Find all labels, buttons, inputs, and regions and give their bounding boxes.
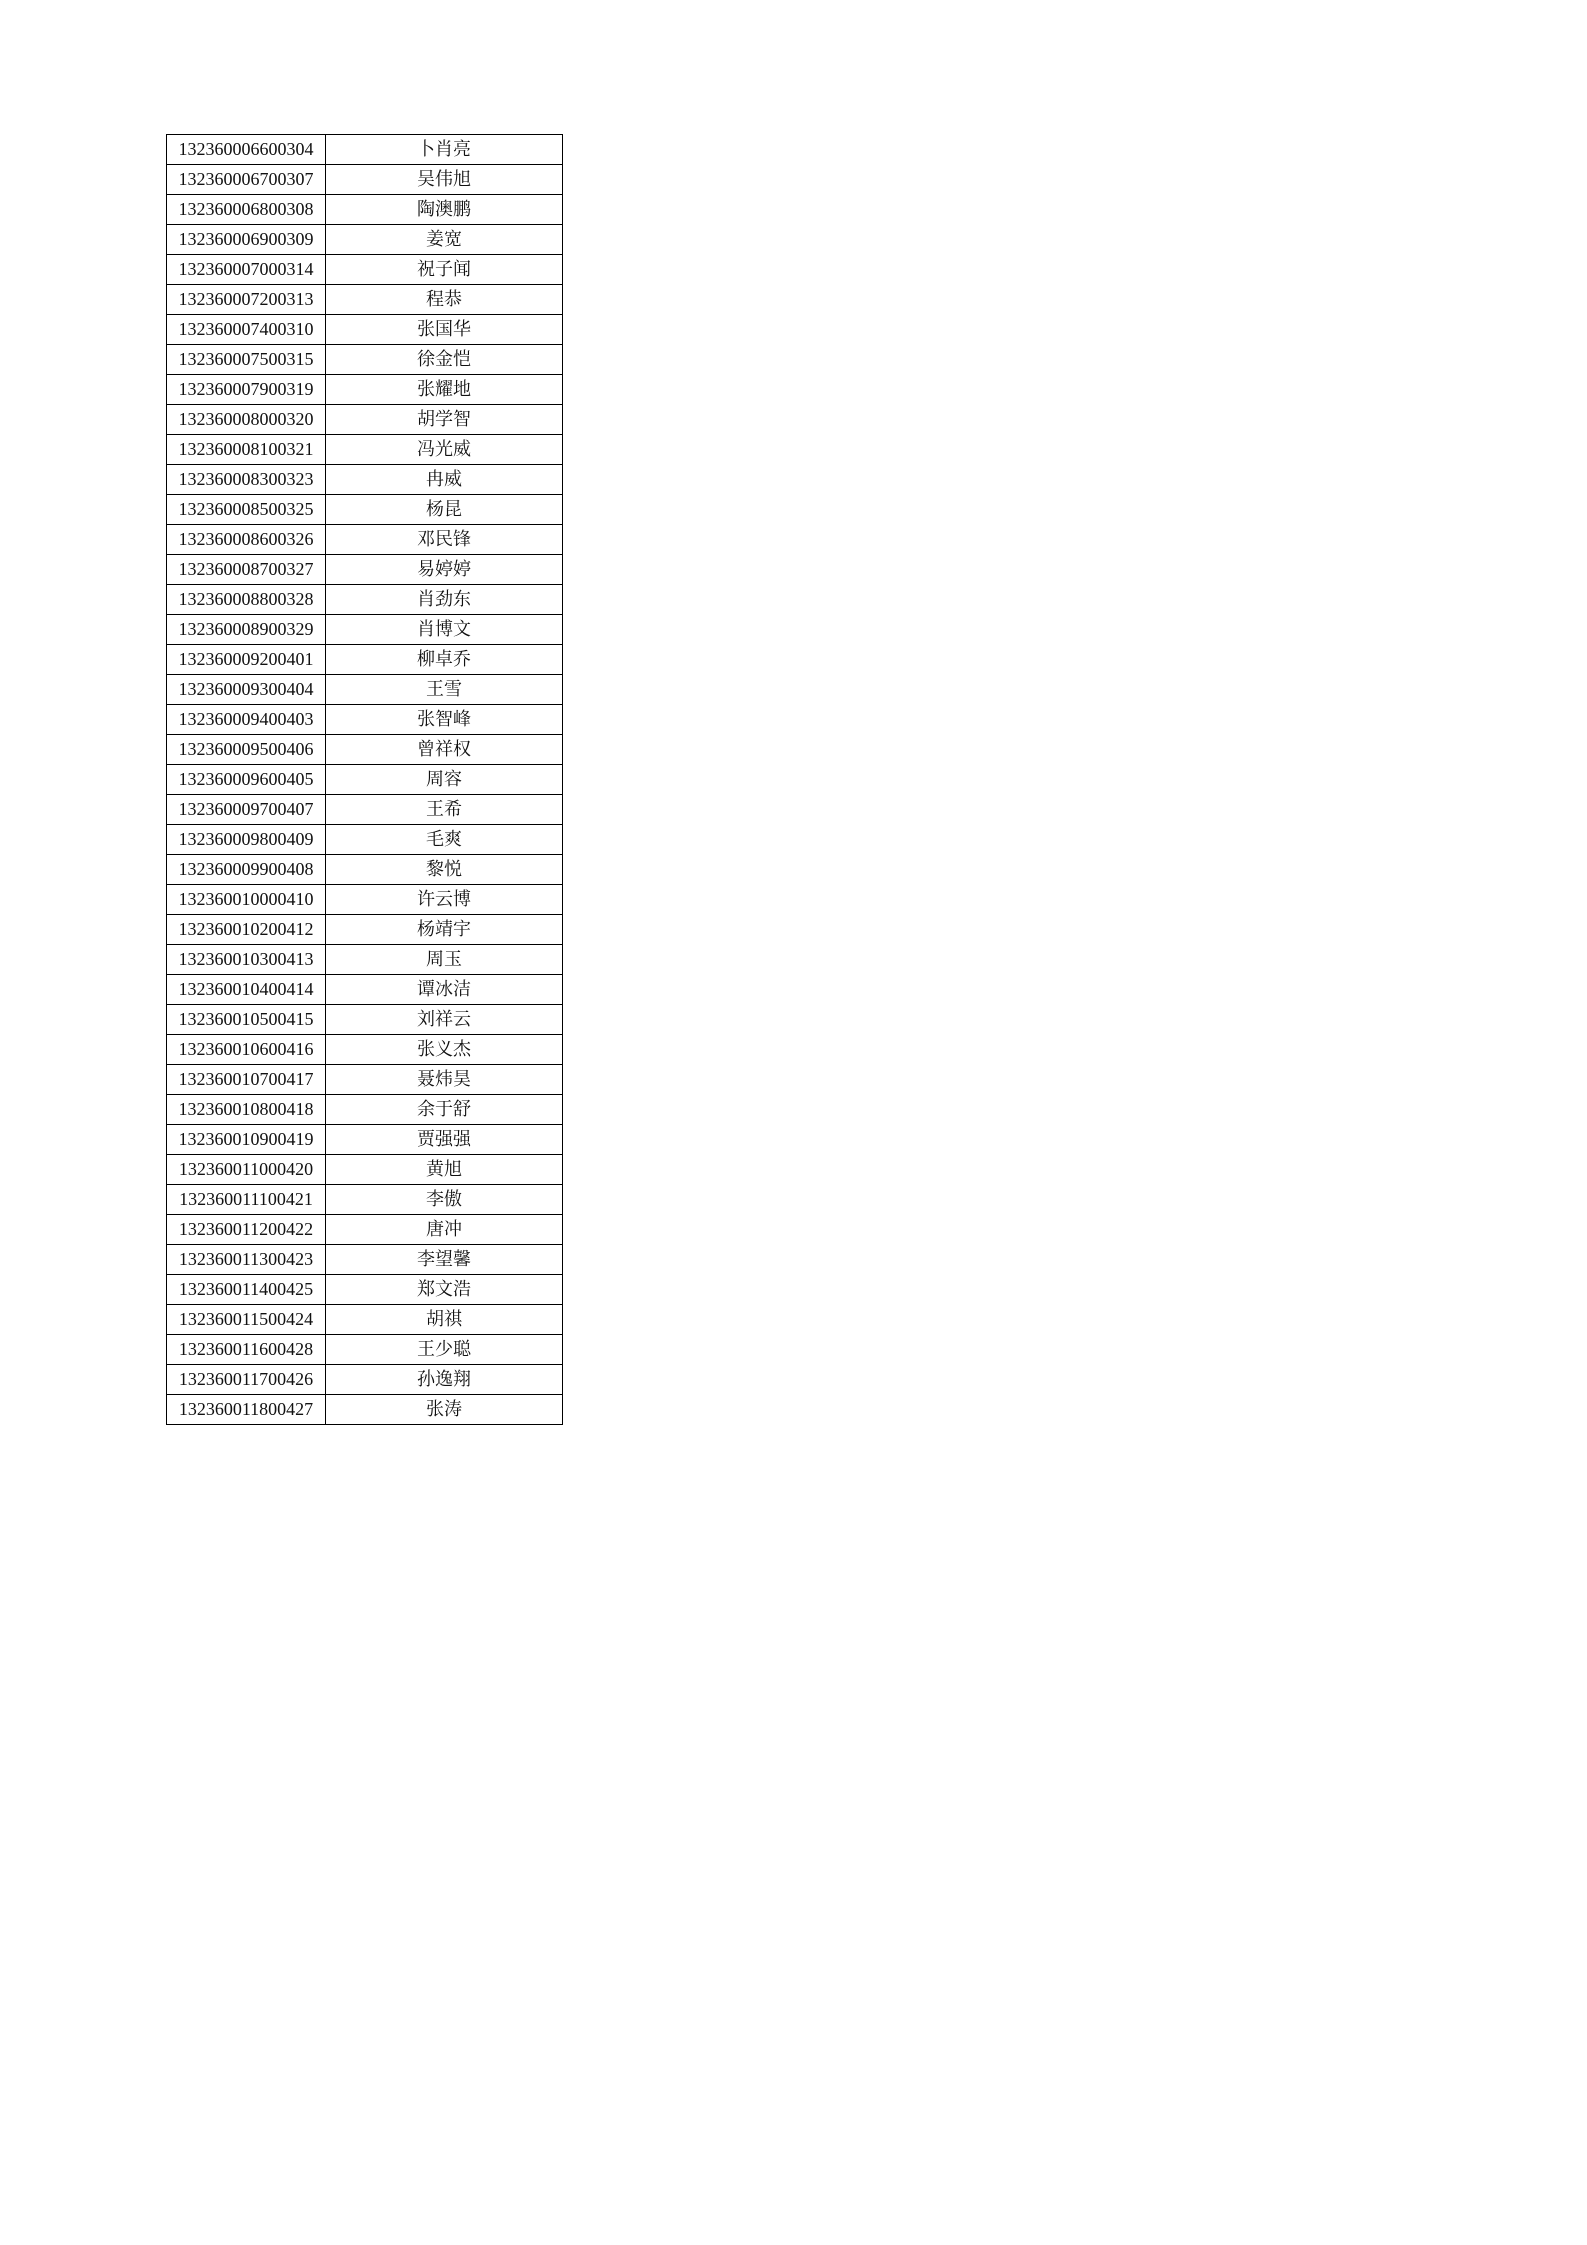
table-row [167, 135, 563, 165]
candidate-name-cell: 李傲 [326, 1185, 563, 1215]
table-row [167, 285, 563, 315]
candidate-id-cell: 132360008000320 [167, 405, 326, 435]
candidate-id-cell: 132360009200401 [167, 645, 326, 675]
candidate-name-cell: 曾祥权 [326, 735, 563, 765]
candidate-name-cell: 胡祺 [326, 1305, 563, 1335]
candidate-id-cell: 132360010600416 [167, 1035, 326, 1065]
candidate-name-cell: 冉威 [326, 465, 563, 495]
candidate-id-cell: 132360009400403 [167, 705, 326, 735]
candidate-id-cell: 132360009500406 [167, 735, 326, 765]
table-row [167, 1125, 563, 1155]
table-row [167, 825, 563, 855]
table-row [167, 435, 563, 465]
candidate-name-cell: 祝子闻 [326, 255, 563, 285]
candidate-name-cell: 黎悦 [326, 855, 563, 885]
candidate-name-cell: 姜宽 [326, 225, 563, 255]
candidate-name-cell: 张国华 [326, 315, 563, 345]
candidate-id-cell: 132360010000410 [167, 885, 326, 915]
table-row [167, 1065, 563, 1095]
table-row [167, 735, 563, 765]
candidate-id-cell: 132360008600326 [167, 525, 326, 555]
candidate-name-cell: 张涛 [326, 1395, 563, 1425]
candidate-name-cell: 刘祥云 [326, 1005, 563, 1035]
table-row [167, 525, 563, 555]
roster-table-body [167, 135, 563, 1425]
table-row [167, 375, 563, 405]
candidate-name-cell: 余于舒 [326, 1095, 563, 1125]
table-row [167, 615, 563, 645]
candidate-id-cell: 132360006600304 [167, 135, 326, 165]
candidate-name-cell: 王希 [326, 795, 563, 825]
table-row [167, 1035, 563, 1065]
candidate-id-cell: 132360009600405 [167, 765, 326, 795]
candidate-name-cell: 吴伟旭 [326, 165, 563, 195]
candidate-id-cell: 132360007400310 [167, 315, 326, 345]
table-row [167, 345, 563, 375]
table-row [167, 255, 563, 285]
candidate-name-cell: 郑文浩 [326, 1275, 563, 1305]
candidate-id-cell: 132360009700407 [167, 795, 326, 825]
candidate-id-cell: 132360009300404 [167, 675, 326, 705]
candidate-id-cell: 132360007200313 [167, 285, 326, 315]
table-row [167, 165, 563, 195]
candidate-name-cell: 胡学智 [326, 405, 563, 435]
candidate-name-cell: 毛爽 [326, 825, 563, 855]
table-row [167, 1005, 563, 1035]
table-row [167, 975, 563, 1005]
candidate-id-cell: 132360010700417 [167, 1065, 326, 1095]
candidate-id-cell: 132360010200412 [167, 915, 326, 945]
candidate-id-cell: 132360006800308 [167, 195, 326, 225]
table-row [167, 1185, 563, 1215]
candidate-name-cell: 王少聪 [326, 1335, 563, 1365]
table-row [167, 585, 563, 615]
candidate-id-cell: 132360007000314 [167, 255, 326, 285]
candidate-name-cell: 黄旭 [326, 1155, 563, 1185]
candidate-name-cell: 周玉 [326, 945, 563, 975]
candidate-name-cell: 张义杰 [326, 1035, 563, 1065]
candidate-id-cell: 132360011300423 [167, 1245, 326, 1275]
table-row [167, 705, 563, 735]
candidate-name-cell: 肖劲东 [326, 585, 563, 615]
candidate-name-cell: 周容 [326, 765, 563, 795]
table-row [167, 885, 563, 915]
table-row [167, 1395, 563, 1425]
table-row [167, 225, 563, 255]
candidate-id-cell: 132360011100421 [167, 1185, 326, 1215]
candidate-id-cell: 132360008800328 [167, 585, 326, 615]
candidate-name-cell: 杨昆 [326, 495, 563, 525]
candidate-name-cell: 谭冰洁 [326, 975, 563, 1005]
candidate-id-cell: 132360006700307 [167, 165, 326, 195]
candidate-id-cell: 132360011400425 [167, 1275, 326, 1305]
candidate-name-cell: 冯光威 [326, 435, 563, 465]
table-row [167, 495, 563, 525]
candidate-id-cell: 132360009900408 [167, 855, 326, 885]
candidate-name-cell: 孙逸翔 [326, 1365, 563, 1395]
table-row [167, 1215, 563, 1245]
candidate-id-cell: 132360008700327 [167, 555, 326, 585]
table-row [167, 1365, 563, 1395]
candidate-id-cell: 132360010500415 [167, 1005, 326, 1035]
candidate-name-cell: 柳卓乔 [326, 645, 563, 675]
candidate-name-cell: 邓民锋 [326, 525, 563, 555]
candidate-name-cell: 许云博 [326, 885, 563, 915]
table-row [167, 465, 563, 495]
table-row [167, 1275, 563, 1305]
table-row [167, 1335, 563, 1365]
candidate-id-cell: 132360011200422 [167, 1215, 326, 1245]
table-row [167, 405, 563, 435]
roster-table [166, 134, 563, 1425]
candidate-name-cell: 肖博文 [326, 615, 563, 645]
candidate-id-cell: 132360008500325 [167, 495, 326, 525]
table-row [167, 1155, 563, 1185]
table-row [167, 195, 563, 225]
candidate-id-cell: 132360011500424 [167, 1305, 326, 1335]
table-row [167, 645, 563, 675]
table-row [167, 675, 563, 705]
table-row [167, 765, 563, 795]
document-page [0, 0, 1104, 1561]
candidate-id-cell: 132360011600428 [167, 1335, 326, 1365]
candidate-name-cell: 杨靖宇 [326, 915, 563, 945]
table-row [167, 915, 563, 945]
table-row [167, 315, 563, 345]
candidate-id-cell: 132360007900319 [167, 375, 326, 405]
table-row [167, 945, 563, 975]
candidate-name-cell: 唐冲 [326, 1215, 563, 1245]
candidate-name-cell: 李望馨 [326, 1245, 563, 1275]
table-row [167, 1245, 563, 1275]
candidate-name-cell: 卜肖亮 [326, 135, 563, 165]
candidate-name-cell: 徐金恺 [326, 345, 563, 375]
table-row [167, 1305, 563, 1335]
candidate-name-cell: 程恭 [326, 285, 563, 315]
candidate-id-cell: 132360010400414 [167, 975, 326, 1005]
candidate-name-cell: 张耀地 [326, 375, 563, 405]
candidate-name-cell: 王雪 [326, 675, 563, 705]
candidate-id-cell: 132360010900419 [167, 1125, 326, 1155]
candidate-name-cell: 易婷婷 [326, 555, 563, 585]
candidate-id-cell: 132360006900309 [167, 225, 326, 255]
candidate-name-cell: 张智峰 [326, 705, 563, 735]
candidate-id-cell: 132360008300323 [167, 465, 326, 495]
candidate-id-cell: 132360009800409 [167, 825, 326, 855]
table-row [167, 795, 563, 825]
candidate-name-cell: 聂炜昊 [326, 1065, 563, 1095]
table-row [167, 555, 563, 585]
table-row [167, 855, 563, 885]
candidate-id-cell: 132360008100321 [167, 435, 326, 465]
candidate-name-cell: 陶澳鹏 [326, 195, 563, 225]
candidate-id-cell: 132360010300413 [167, 945, 326, 975]
candidate-id-cell: 132360011700426 [167, 1365, 326, 1395]
table-row [167, 1095, 563, 1125]
candidate-name-cell: 贾强强 [326, 1125, 563, 1155]
candidate-id-cell: 132360008900329 [167, 615, 326, 645]
candidate-id-cell: 132360011000420 [167, 1155, 326, 1185]
candidate-id-cell: 132360011800427 [167, 1395, 326, 1425]
candidate-id-cell: 132360010800418 [167, 1095, 326, 1125]
candidate-id-cell: 132360007500315 [167, 345, 326, 375]
